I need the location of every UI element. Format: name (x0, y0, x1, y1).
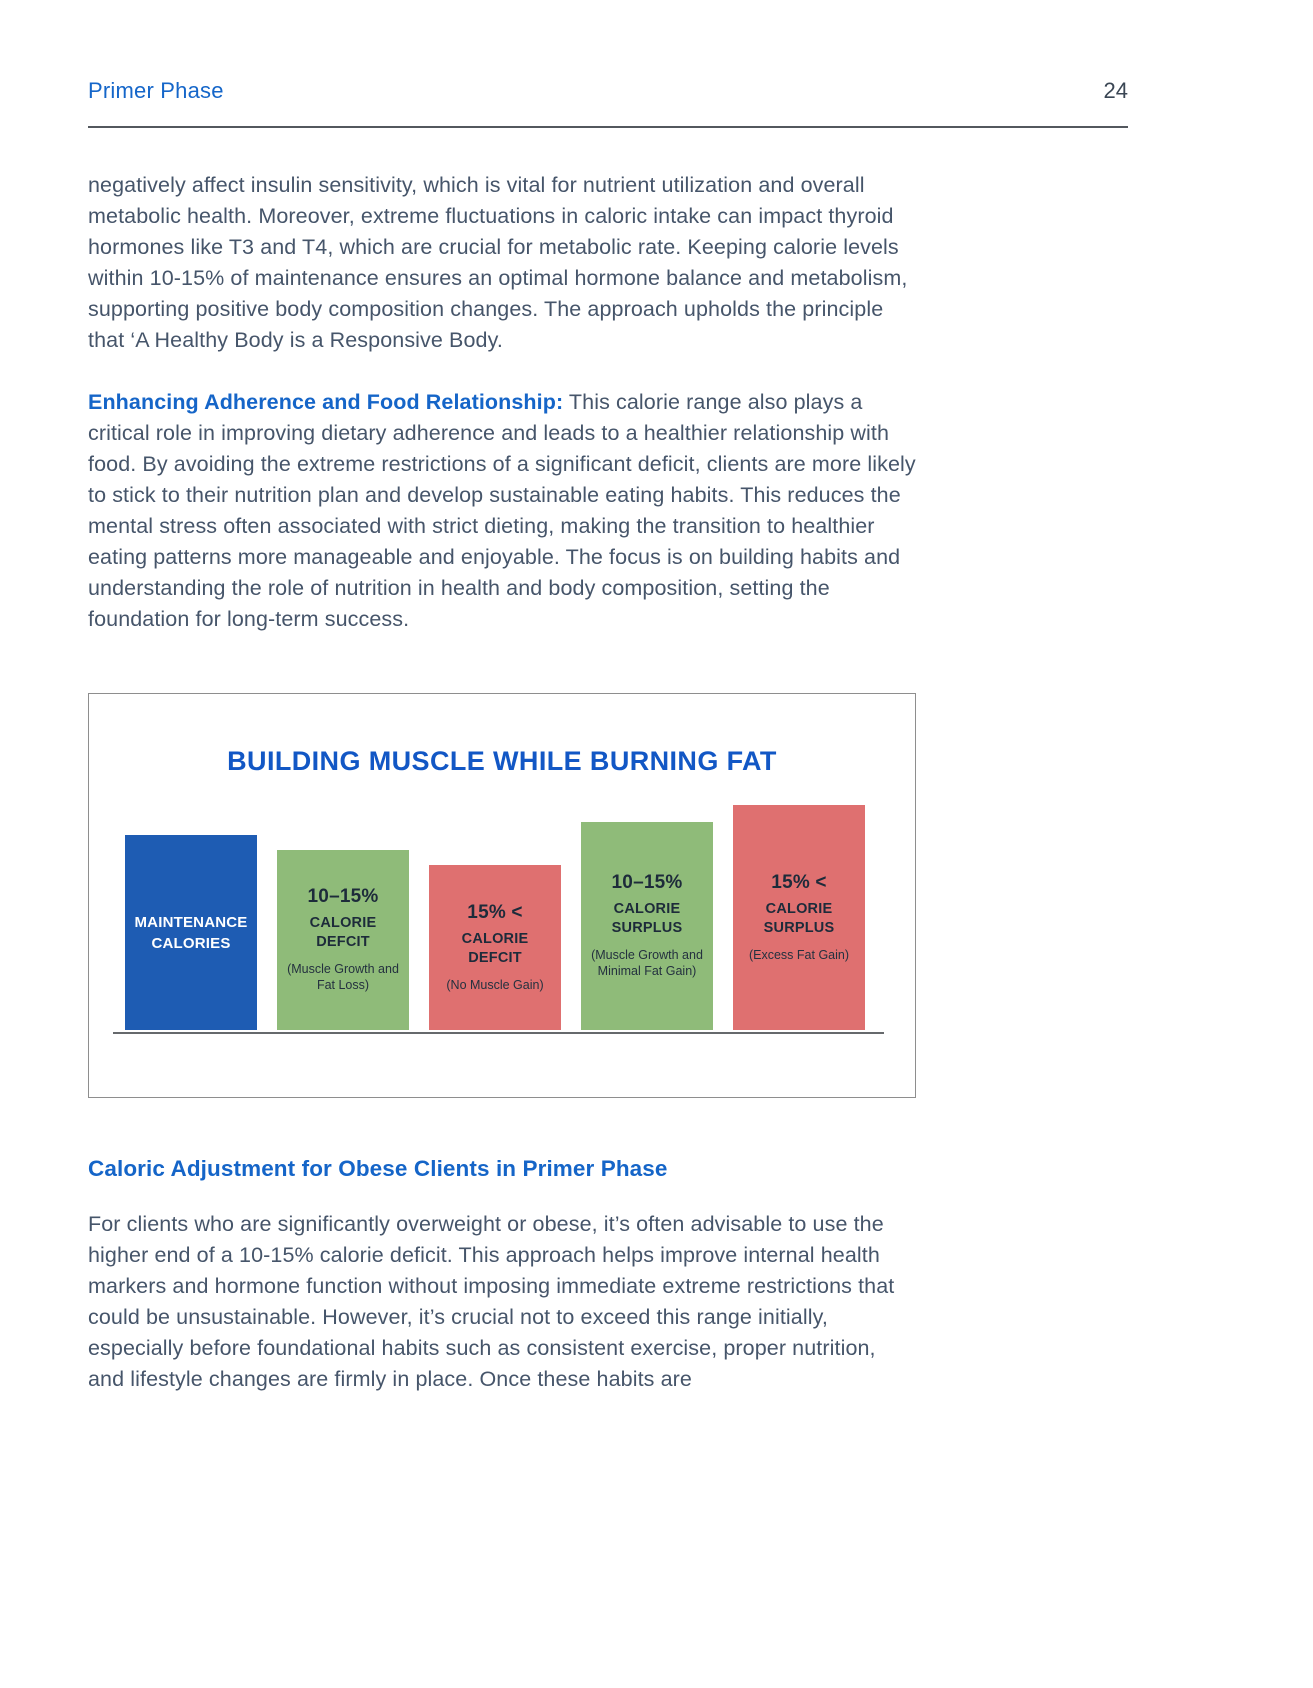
running-head: Primer Phase (88, 78, 224, 103)
bar-maintenance-label (134, 912, 247, 954)
figure-building-muscle-chart (88, 693, 916, 1098)
body-column (88, 170, 916, 1395)
bar-note-label: (Muscle Growth and Fat Loss) (287, 962, 399, 993)
bar-name-label: CALORIE DEFCIT (461, 931, 529, 966)
bar-percent-label: 10–15% (307, 886, 379, 908)
bar-percent-label: 10–15% (611, 872, 683, 894)
bar-maintenance-calories (125, 835, 257, 1030)
page-header (88, 78, 1128, 104)
bar-maintenance-label-line1: MAINTENANCE (134, 913, 248, 931)
bar-note-label: (No Muscle Gain) (446, 977, 544, 992)
bar-calorie-surplus-10-15 (581, 822, 713, 1030)
bar-name-label: CALORIE SURPLUS (763, 901, 835, 936)
chart-baseline-axis (113, 1032, 884, 1034)
chart-title: BUILDING MUSCLE WHILE BURNING FAT (227, 746, 777, 776)
bar-percent-label: 15% < (771, 872, 827, 894)
inline-heading-adherence: Enhancing Adherence and Food Relationship: (88, 390, 564, 414)
paragraph-insulin-sensitivity: negatively affect insulin sensitivity, which is vital for nutrient utilization and overall metabolic health. Moreover, extreme fluctuations in caloric intake can impact thyroid hormones like T3 and T4, which are crucial for metabolic rate. Keeping calorie levels within 10-15% of maintenance ensures an optimal hormone balance and metabolism, supporting positive body composition changes. The approach upholds the principle that ‘A Healthy Body is a Responsive Body. (88, 173, 908, 352)
chart-bars (125, 805, 865, 1030)
bar-maintenance-label-line2: CALORIES (151, 934, 231, 952)
bar-note-label: (Excess Fat Gain) (748, 947, 850, 962)
bar-name-label: CALORIE DEFCIT (309, 915, 377, 951)
paragraph-adherence-text: This calorie range also plays a critical role in improving dietary adherence and leads to a healthier relationship with food. By avoiding the extreme restrictions of a significant deficit, clients are more likely to stick to their nutrition plan and develop sustainable eating habits. This reduces the mental stress often associated with strict dieting, making the transition to healthier eating patterns more manageable and enjoyable. The focus is on building habits and understanding the role of nutrition in health and body composition, setting the foundation for long-term success. (88, 390, 916, 631)
paragraph-adherence (88, 387, 916, 635)
bar-percent-label: 15% < (467, 902, 523, 924)
section-heading-caloric-adjustment: Caloric Adjustment for Obese Clients in Primer Phase (88, 1156, 668, 1181)
paragraph-obese-clients: For clients who are significantly overweight or obese, it’s often advisable to use the higher end of a 10-15% calorie deficit. This approach helps improve internal health markers and hormone function without imposing immediate extreme restrictions that could be unsustainable. However, it’s crucial not to exceed this range initially, especially before foundational habits such as consistent exercise, proper nutrition, and lifestyle changes are firmly in place. Once these habits are (88, 1212, 895, 1391)
bar-calorie-deficit-over-15 (429, 865, 561, 1030)
bar-name-label: CALORIE SURPLUS (611, 901, 683, 937)
bar-note-label: (Muscle Growth and Minimal Fat Gain) (591, 948, 703, 979)
bar-calorie-surplus-over-15 (733, 805, 865, 1030)
bar-calorie-deficit-10-15 (277, 850, 409, 1030)
header-divider (88, 126, 1128, 128)
page-number: 24 (1103, 78, 1128, 103)
